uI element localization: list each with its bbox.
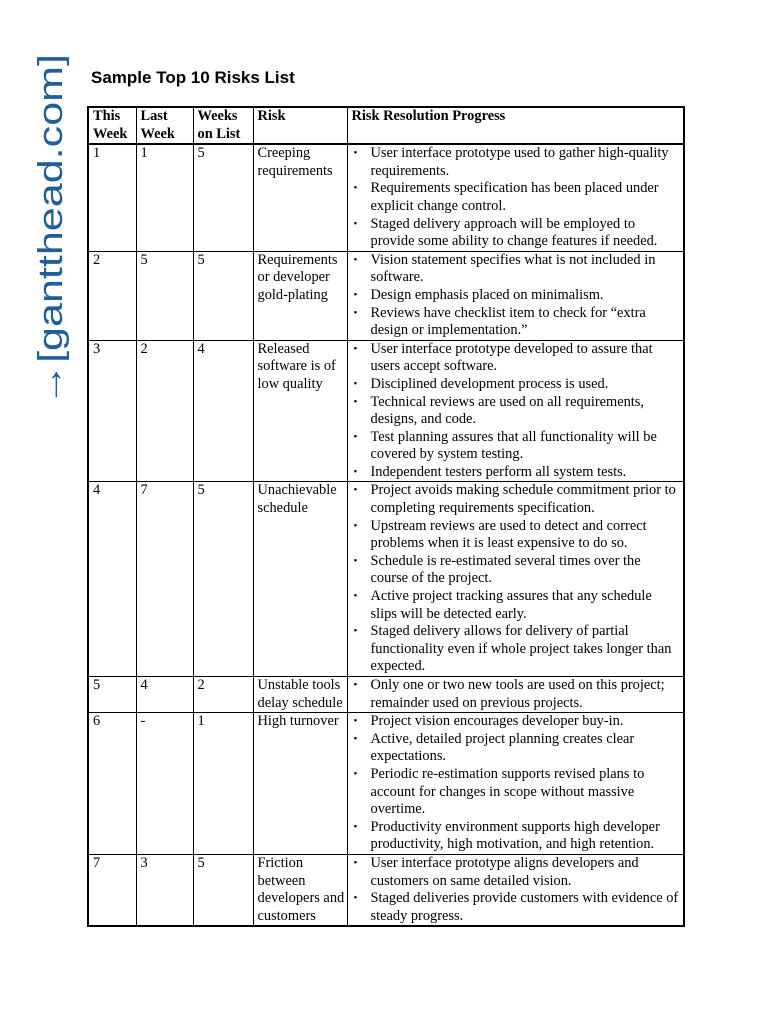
table-row <box>88 144 684 251</box>
progress-item: • Upstream reviews are used to detect and correct problems when it is least expensive to do so. <box>352 518 682 553</box>
risk-cell: Friction between developers and customers <box>253 854 347 926</box>
weeks-on-list-cell: 5 <box>193 854 253 926</box>
progress-cell <box>347 482 684 677</box>
progress-list <box>352 713 682 854</box>
this-week-cell: 3 <box>88 340 136 482</box>
progress-item: • Requirements specification has been placed under explicit change control. <box>352 180 682 215</box>
table-row <box>88 340 684 482</box>
progress-list <box>352 341 682 482</box>
progress-cell <box>347 677 684 713</box>
progress-item: • User interface prototype developed to assure that users accept software. <box>352 341 682 376</box>
weeks-on-list-cell: 5 <box>193 251 253 340</box>
last-week-cell: - <box>136 713 193 855</box>
this-week-cell: 6 <box>88 713 136 855</box>
weeks-on-list-cell: 1 <box>193 713 253 855</box>
progress-cell <box>347 713 684 855</box>
weeks-on-list-cell: 5 <box>193 482 253 677</box>
progress-item: • User interface prototype aligns developers and customers on same detailed vision. <box>352 855 682 890</box>
progress-cell <box>347 144 684 251</box>
this-week-cell: 4 <box>88 482 136 677</box>
last-week-cell: 2 <box>136 340 193 482</box>
header-weeks-on-list: Weeks on List <box>193 107 253 144</box>
header-row <box>88 107 684 144</box>
progress-item: • Only one or two new tools are used on this project; remainder used on previous projects. <box>352 677 682 712</box>
header-this-week: This Week <box>88 107 136 144</box>
progress-item: • Independent testers perform all system tests. <box>352 464 682 482</box>
header-progress: Risk Resolution Progress <box>347 107 684 144</box>
table-row <box>88 251 684 340</box>
this-week-cell: 2 <box>88 251 136 340</box>
last-week-cell: 7 <box>136 482 193 677</box>
progress-item: • Periodic re-estimation supports revised plans to account for changes in scope without massive overtime. <box>352 766 682 819</box>
this-week-cell: 1 <box>88 144 136 251</box>
header-last-week: Last Week <box>136 107 193 144</box>
risk-cell: Requirements or developer gold-plating <box>253 251 347 340</box>
this-week-cell: 7 <box>88 854 136 926</box>
weeks-on-list-cell: 4 <box>193 340 253 482</box>
progress-item: • Active, detailed project planning creates clear expectations. <box>352 731 682 766</box>
risk-cell: Unstable tools delay schedule <box>253 677 347 713</box>
this-week-cell: 5 <box>88 677 136 713</box>
gantthead-logo <box>32 50 72 406</box>
progress-cell <box>347 340 684 482</box>
risk-cell: Unachievable schedule <box>253 482 347 677</box>
progress-list <box>352 482 682 676</box>
progress-item: • Project avoids making schedule commitment prior to completing requirements specification. <box>352 482 682 517</box>
risk-cell: Released software is of low quality <box>253 340 347 482</box>
progress-item: • Staged deliveries provide customers with evidence of steady progress. <box>352 890 682 925</box>
last-week-cell: 4 <box>136 677 193 713</box>
weeks-on-list-cell: 5 <box>193 144 253 251</box>
risk-rows <box>88 144 684 926</box>
risks-table <box>87 106 685 927</box>
last-week-cell: 1 <box>136 144 193 251</box>
progress-cell <box>347 251 684 340</box>
table-row <box>88 713 684 855</box>
progress-item: • Disciplined development process is used. <box>352 376 682 394</box>
progress-item: • Vision statement specifies what is not included in software. <box>352 252 682 287</box>
progress-item: • Test planning assures that all functionality will be covered by system testing. <box>352 429 682 464</box>
header-risk: Risk <box>253 107 347 144</box>
logo-text: →[gantthead.com] <box>32 128 70 406</box>
progress-item: • Productivity environment supports high developer productivity, high motivation, and high retention. <box>352 819 682 854</box>
table-row <box>88 677 684 713</box>
progress-list <box>352 145 682 251</box>
progress-cell <box>347 854 684 926</box>
progress-item: • Schedule is re-estimated several times over the course of the project. <box>352 553 682 588</box>
page-title: Sample Top 10 Risks List <box>91 68 295 87</box>
progress-item: • User interface prototype used to gather high-quality requirements. <box>352 145 682 180</box>
table-row <box>88 854 684 926</box>
progress-item: • Project vision encourages developer buy-in. <box>352 713 682 731</box>
progress-list <box>352 252 682 340</box>
risk-cell: High turnover <box>253 713 347 855</box>
last-week-cell: 3 <box>136 854 193 926</box>
last-week-cell: 5 <box>136 251 193 340</box>
progress-item: • Technical reviews are used on all requirements, designs, and code. <box>352 394 682 429</box>
table-row <box>88 482 684 677</box>
progress-item: • Design emphasis placed on minimalism. <box>352 287 682 305</box>
progress-list <box>352 677 682 712</box>
progress-item: • Staged delivery approach will be employed to provide some ability to change features if needed. <box>352 216 682 251</box>
weeks-on-list-cell: 2 <box>193 677 253 713</box>
risk-cell: Creeping requirements <box>253 144 347 251</box>
progress-item: • Reviews have checklist item to check for “extra design or implementation.” <box>352 305 682 340</box>
progress-list <box>352 855 682 925</box>
progress-item: • Staged delivery allows for delivery of partial functionality even if whole project takes longer than expected. <box>352 623 682 676</box>
progress-item: • Active project tracking assures that any schedule slips will be detected early. <box>352 588 682 623</box>
